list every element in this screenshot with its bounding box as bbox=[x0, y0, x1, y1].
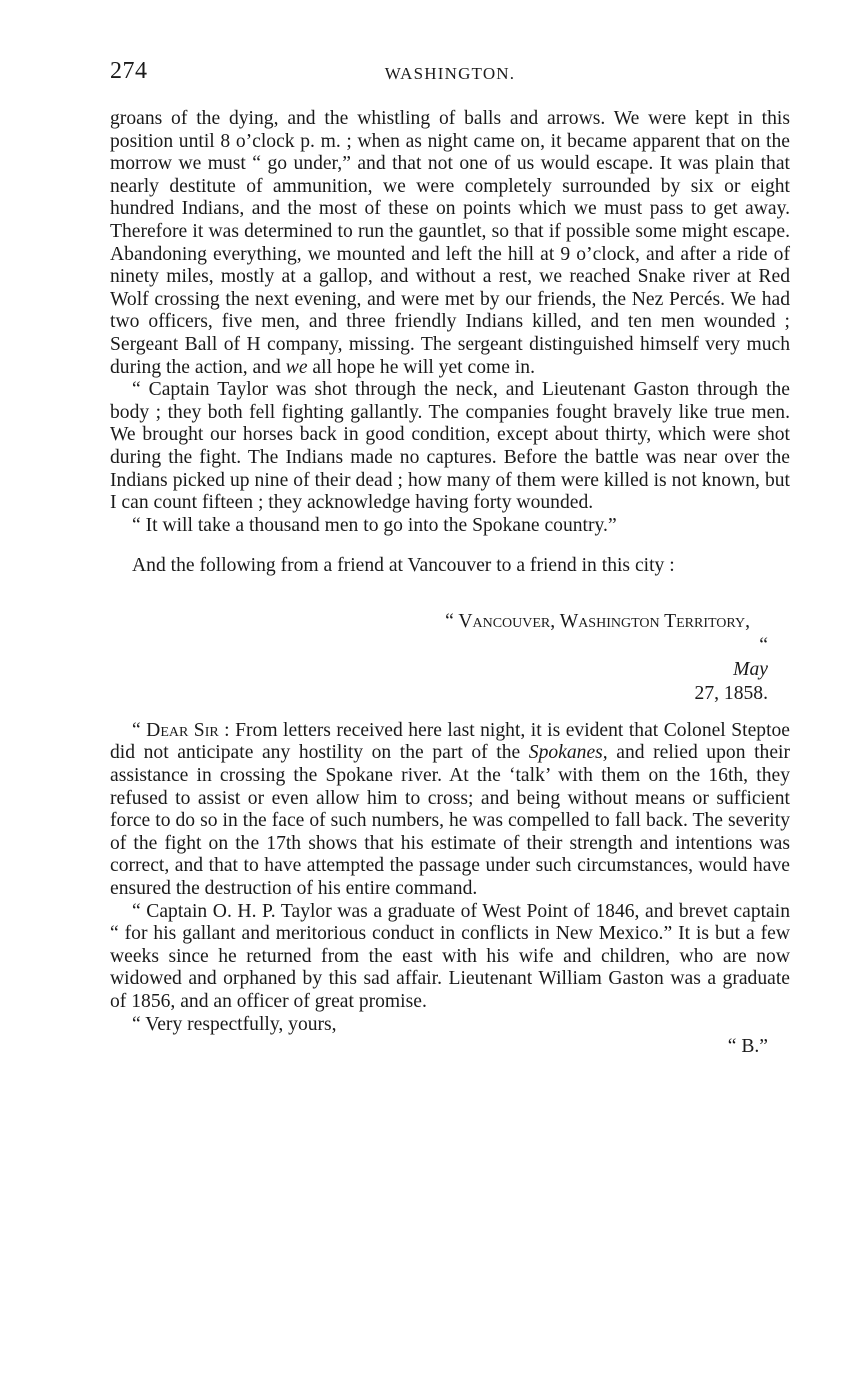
dateline-date bbox=[110, 634, 790, 706]
book-page bbox=[110, 58, 790, 1058]
paragraph-intro-letter: And the following from a friend at Vancouver to a friend in this city : bbox=[132, 555, 675, 577]
paragraph-continued-text: groans of the dying, and the whistling of balls and arrows. We were kept in this position until 8 o’clock p. m. ; when as night came on, it became apparent that on the morrow we must “ go under,” and that not one of us would escape. It was plain that nearly destitute of ammunition, we were completely surrounded by six or eight hundred Indians, and the most of these on points which we must pass to get away. Therefore it was determined to run the gauntlet, so that if possible some might escape. Abandoning everything, we mounted and left the hill at 9 o’clock, and after a ride of ninety miles, mostly at a gallop, and without a rest, we reached Snake river at Red Wolf crossing the next evening, and were met by our friends, the Nez Percés. We had two officers, five men, and three friendly Indians killed, and ten men wounded ; Sergeant Ball of H company, missing. The sergeant distinguished himself very much during the action, and bbox=[110, 108, 790, 378]
paragraph-continued bbox=[110, 108, 790, 379]
letter-paragraph-steptoe bbox=[110, 720, 790, 901]
page-number: 274 bbox=[110, 58, 148, 84]
letter-signature: “ B.” bbox=[727, 1035, 768, 1057]
paragraph-thousand-men: “ It will take a thousand men to go into the Spokane country.” bbox=[132, 514, 617, 536]
letter-dateline bbox=[110, 610, 790, 706]
italic-we: we bbox=[285, 356, 308, 378]
paragraph-continued-tail: all hope he will yet come in. bbox=[307, 356, 535, 378]
body-text bbox=[110, 108, 790, 1058]
dateline-place: “ Vancouver, Washington Territory, bbox=[445, 610, 750, 632]
dateline-month: May bbox=[733, 658, 768, 680]
letter-closing bbox=[110, 1014, 790, 1058]
letter-paragraph-steptoe-start: From letters received here last night, it is evident that Colonel Steptoe did not anticipate any hostility on the part of the bbox=[110, 719, 791, 764]
letter-paragraph-steptoe-rest: and relied upon their assistance in crossing the Spokane river. At the ‘talk’ with them on the 16th, they refused to assist or even allow him to cross; and being without means or sufficient force to do so in the face of such numbers, he was compelled to fall back. The severity of the fight on the 17th shows that his estimate of their strength and intentions was correct, and that to have attempted the passage under such circumstances, would have ensured the destruction of his entire command. bbox=[110, 742, 790, 900]
italic-spokanes: Spokanes, bbox=[528, 742, 608, 764]
letter-valediction: “ Very respectfully, yours, bbox=[132, 1013, 337, 1035]
letter-salutation: “ Dear Sir : bbox=[132, 719, 230, 741]
letter-paragraph-taylor-gaston: “ Captain O. H. P. Taylor was a graduate of West Point of 1846, and brevet captain “ for his gallant and meritorious conduct in conflicts in New Mexico.” It is but a few weeks since he returned from the east with his wife and children, who are now widowed and orphaned by this sad affair. Lieutenant William Gaston was a graduate of 1856, and an officer of great promise. bbox=[110, 900, 790, 1012]
dateline-day-year: 27, 1858. bbox=[694, 682, 768, 704]
dateline-quote: “ bbox=[759, 634, 768, 656]
running-head bbox=[110, 58, 790, 92]
running-title: WASHINGTON. bbox=[384, 64, 516, 83]
paragraph-captain-taylor-wounds: “ Captain Taylor was shot through the neck, and Lieutenant Gaston through the body ; they both fell fighting gallantly. The companies fought bravely like true men. We brought our horses back in good condition, except about thirty, which were shot during the fight. The Indians made no captures. Before the battle was near over the Indians picked up nine of their dead ; how many of them were killed is not known, but I can count fifteen ; they acknowledge having forty wounded. bbox=[110, 379, 790, 514]
